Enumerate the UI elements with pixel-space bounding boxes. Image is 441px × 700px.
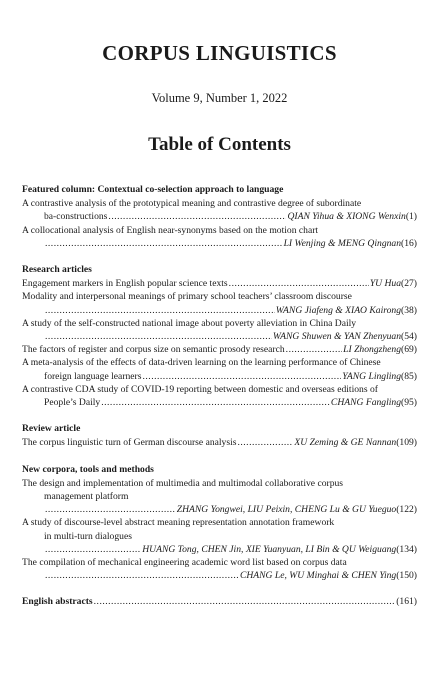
section-title: Review article: [22, 423, 81, 435]
entry-authors: ZHANG Yongwei, LIU Peixin, CHENG Lu & GU Yueguo: [176, 504, 397, 516]
toc-entry: [22, 436, 417, 449]
entry-page: (85): [401, 370, 417, 382]
entry-title-line: in multi-turn dialogues: [44, 530, 132, 542]
toc-section: [22, 422, 417, 449]
dot-leader: [94, 595, 396, 608]
toc-section: [22, 463, 417, 583]
dot-leader: [237, 436, 293, 449]
entry-page: (95): [401, 397, 417, 409]
entry-title-line: The compilation of mechanical engineering academic word list based on corpus data: [22, 557, 347, 569]
entry-authors: LI Zhongzheng: [343, 344, 402, 356]
table-of-contents: [22, 183, 417, 609]
entry-title-line: A meta-analysis of the effects of data-driven learning on the learning performance of Chinese: [22, 357, 381, 369]
toc-entry: [22, 290, 417, 316]
entry-leader-line: [22, 503, 417, 516]
entry-leader-line: [22, 277, 417, 290]
entry-page: (109): [396, 437, 417, 449]
dot-leader: [45, 503, 176, 516]
toc-entry: [22, 477, 417, 517]
entry-page: (16): [401, 237, 417, 249]
entry-title-end: The corpus linguistic turn of German discourse analysis: [22, 437, 237, 449]
entry-leader-line: [22, 370, 417, 383]
entry-title-line: The design and implementation of multimedia and multimodal collaborative corpus: [22, 477, 344, 489]
toc-entry: [22, 356, 417, 382]
entry-title-end: Engagement markers in English popular science texts: [22, 278, 228, 290]
entry-leader-line: [22, 330, 417, 343]
section-title: New corpora, tools and methods: [22, 463, 154, 475]
dot-leader: [229, 277, 369, 290]
toc-entry: [22, 556, 417, 582]
entry-title-end: The factors of register and corpus size on semantic prosody research: [22, 344, 285, 356]
toc-section: [22, 263, 417, 409]
toc-entry: [22, 197, 417, 223]
issue-info: Volume 9, Number 1, 2022: [151, 91, 288, 105]
entry-authors: WANG Shuwen & YAN Zhenyuan: [272, 331, 402, 343]
entry-page: (150): [396, 570, 417, 582]
dot-leader: [108, 210, 286, 223]
entry-page: (122): [396, 504, 417, 516]
dot-leader: [101, 396, 330, 409]
toc-entry: [22, 224, 417, 250]
entry-leader-line: [22, 543, 417, 556]
journal-title: CORPUS LINGUISTICS: [102, 41, 337, 65]
toc-entry: [22, 343, 417, 356]
dot-leader: [45, 304, 275, 317]
entry-leader-line: [22, 237, 417, 250]
entry-page: (38): [401, 304, 417, 316]
dot-leader: [45, 237, 283, 250]
entry-leader-line: [22, 436, 417, 449]
toc-entry: [22, 516, 417, 556]
entry-leader-line: [22, 304, 417, 317]
toc-heading: Table of Contents: [148, 134, 291, 155]
entry-authors: YU Hua: [369, 278, 402, 290]
entry-page: (69): [401, 344, 417, 356]
entry-title-line: A contrastive analysis of the prototypical meaning and contrastive degree of subordinate: [22, 198, 362, 210]
entry-authors: XU Zeming & GE Nannan: [294, 437, 397, 449]
toc-entry: [22, 277, 417, 290]
dot-leader: [45, 569, 239, 582]
toc-section: [22, 183, 417, 250]
english-abstracts-line: [22, 595, 417, 608]
dot-leader: [143, 370, 342, 383]
entry-authors: WANG Jiafeng & XIAO Kairong: [275, 304, 402, 316]
toc-entry: [22, 317, 417, 343]
entry-page: (1): [405, 211, 417, 223]
entry-title-line: A study of discourse-level abstract meaning representation annotation framework: [22, 517, 335, 529]
entry-authors: CHANG Le, WU Minghai & CHEN Ying: [239, 570, 397, 582]
entry-title-end: People’s Daily: [44, 397, 101, 409]
entry-authors: QIAN Yihua & XIONG Wenxin: [287, 211, 406, 223]
entry-authors: CHANG Fangling: [330, 397, 402, 409]
entry-leader-line: [22, 343, 417, 356]
dot-leader: [286, 343, 343, 356]
dot-leader: [45, 543, 141, 556]
entry-leader-line: [22, 396, 417, 409]
entry-authors: YANG Lingling: [342, 370, 402, 382]
entry-title-end: foreign language learners: [44, 370, 142, 382]
english-abstracts-label: English abstracts: [22, 596, 93, 608]
entry-page: (54): [401, 331, 417, 343]
toc-entry: [22, 383, 417, 409]
entry-title-line: A collocational analysis of English near-synonyms based on the motion chart: [22, 224, 319, 236]
entry-authors: LI Wenjing & MENG Qingnan: [283, 237, 402, 249]
entry-title-line: A contrastive CDA study of COVID-19 reporting between domestic and overseas editions of: [22, 383, 378, 395]
entry-title-line: management platform: [44, 491, 129, 503]
entry-authors: HUANG Tong, CHEN Jin, XIE Yuanyuan, LI Bin & QU Weiguang: [142, 543, 397, 555]
section-title: Research articles: [22, 264, 92, 276]
entry-page: (27): [401, 278, 417, 290]
entry-title-line: Modality and interpersonal meanings of primary school teachers’ classroom discourse: [22, 291, 352, 303]
entry-leader-line: [22, 210, 417, 223]
entry-title-line: A study of the self-constructed national image about poverty alleviation in China Daily: [22, 317, 357, 329]
entry-page: (134): [396, 543, 417, 555]
entry-leader-line: [22, 569, 417, 582]
dot-leader: [45, 330, 272, 343]
entry-title-end: ba-constructions: [44, 211, 108, 223]
english-abstracts-page: (161): [396, 596, 417, 608]
section-title: Featured column: Contextual co-selection approach to language: [22, 184, 284, 195]
